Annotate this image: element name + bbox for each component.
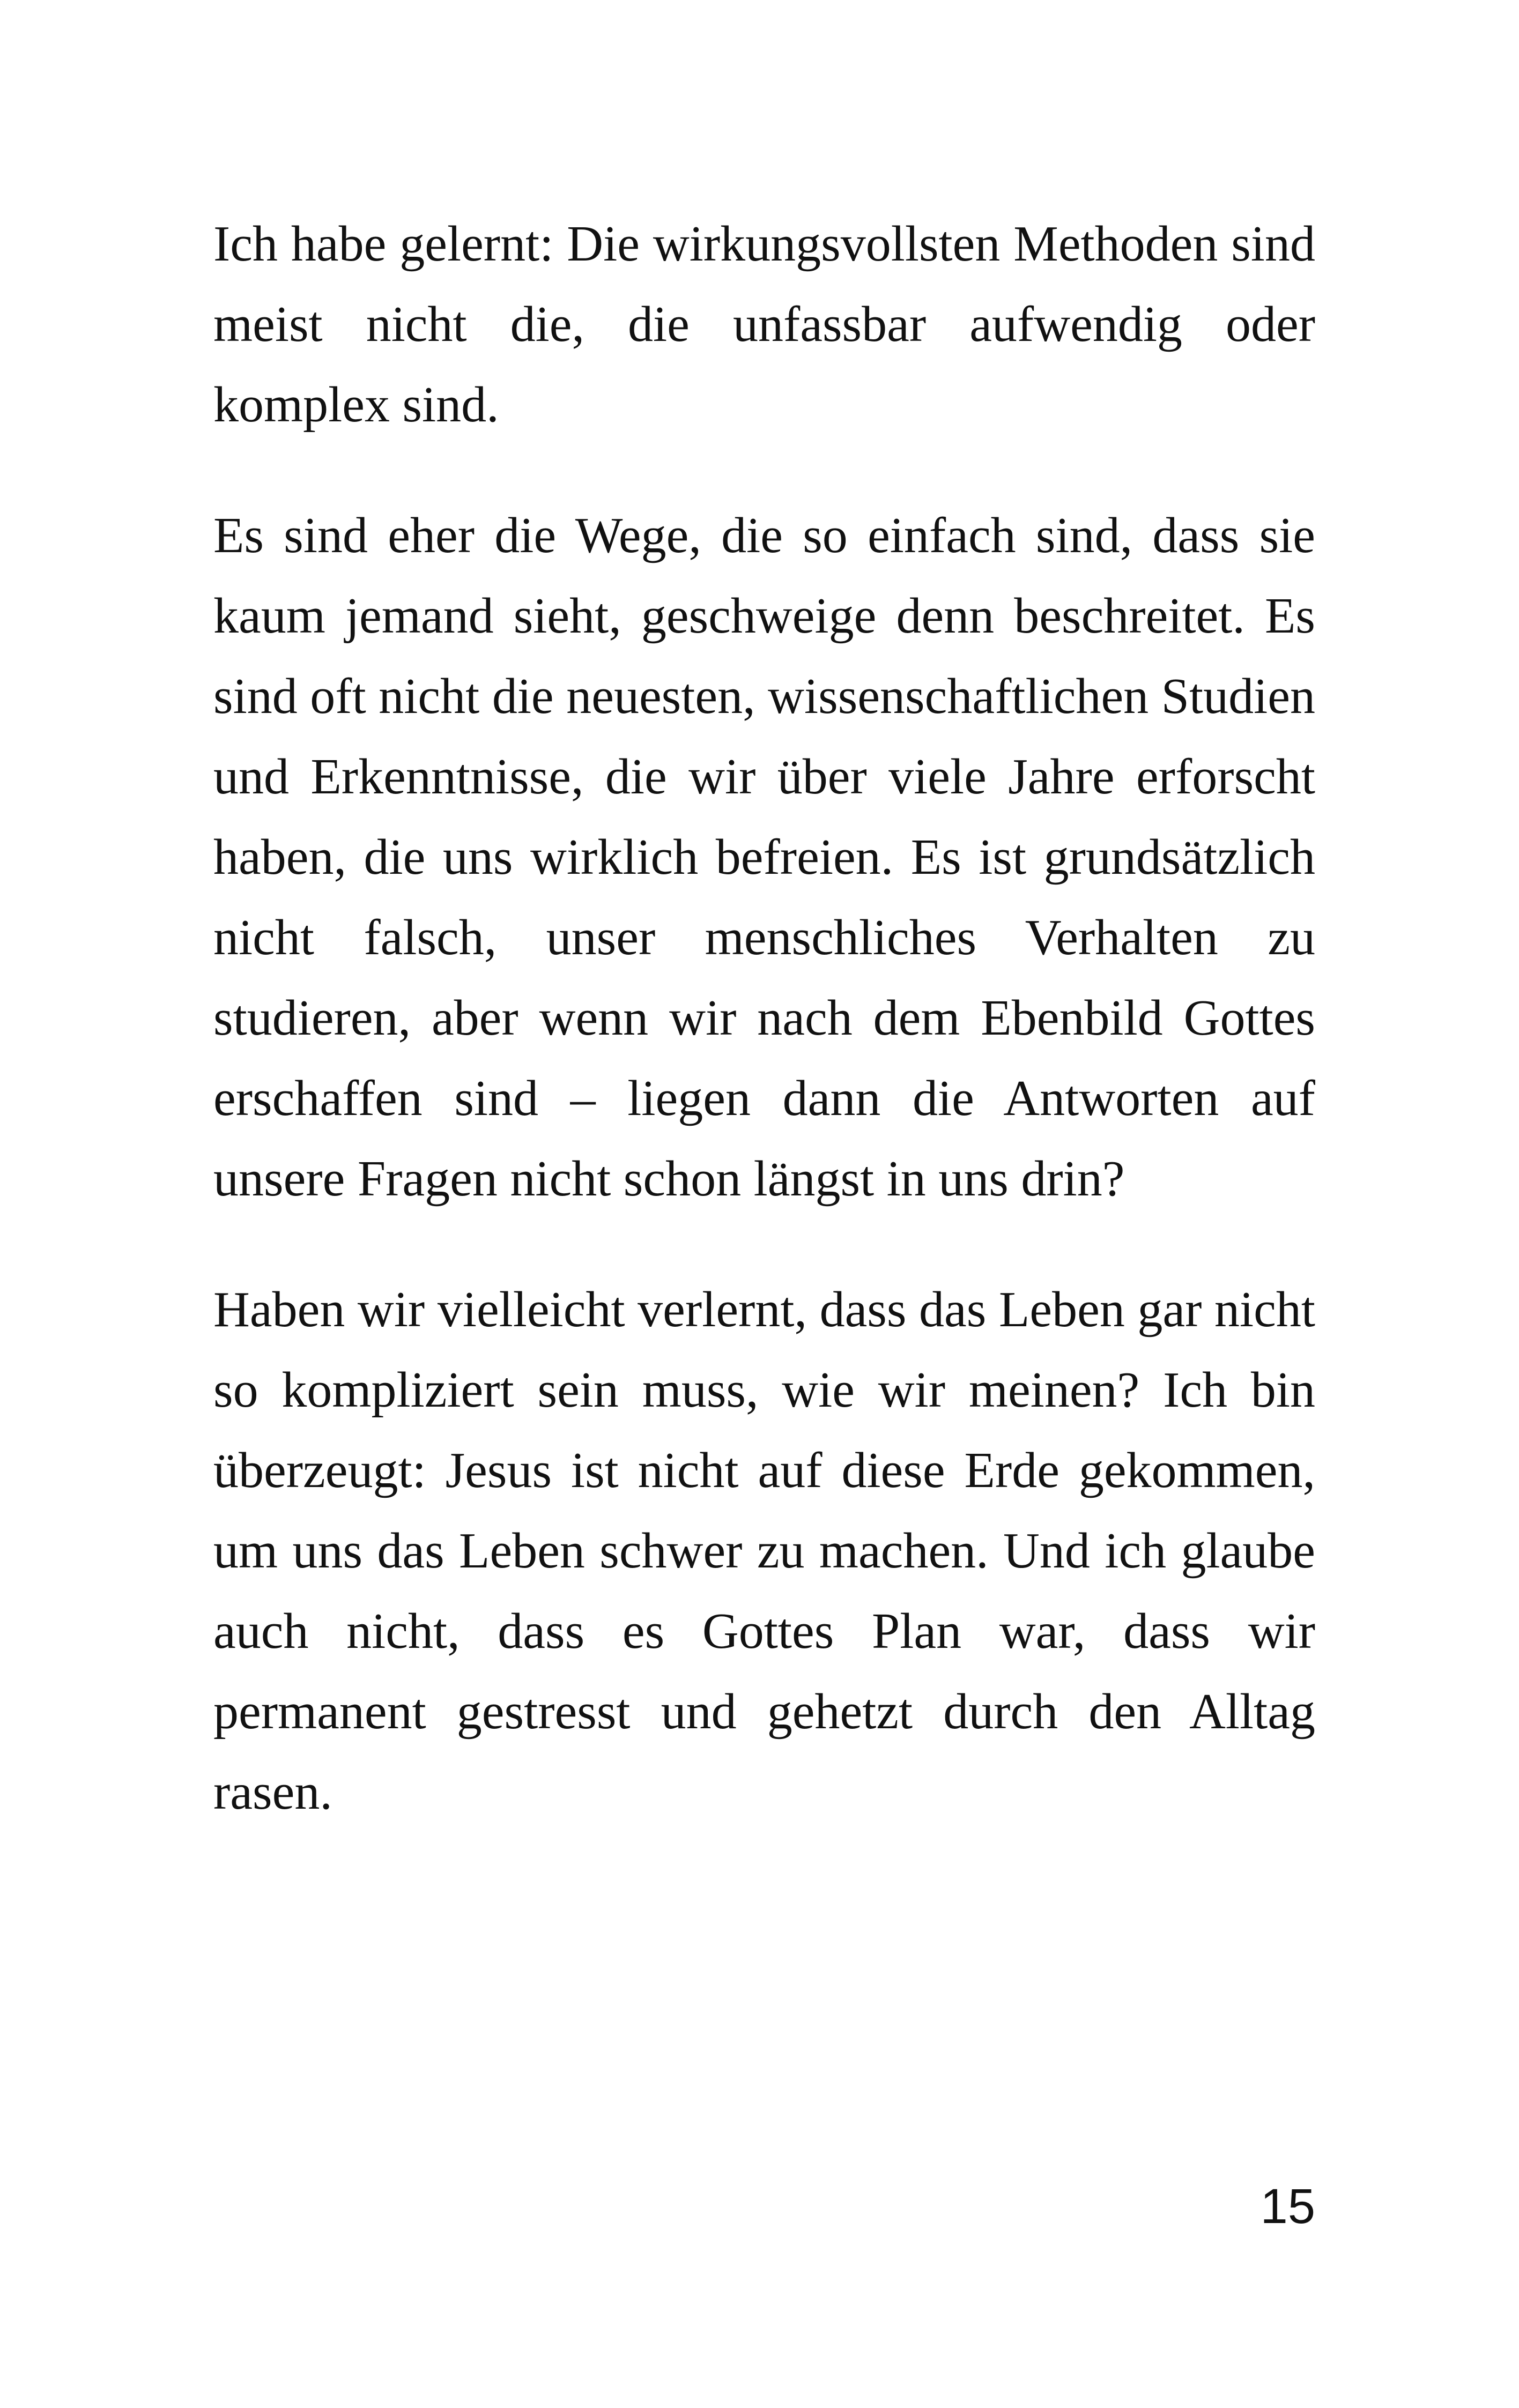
paragraph-1: Ich habe gelernt: Die wirkungsvollsten Methoden sind meist nicht die, die unfassbar aufwendig oder komplex sind. [213, 216, 1315, 433]
body-text [213, 204, 1315, 1883]
page-number: 15 [1260, 2179, 1315, 2234]
paragraph-2: Es sind eher die Wege, die so einfach sind, dass sie kaum jemand sieht, geschweige denn beschreitet. Es sind oft nicht die neuesten, wissenschaftlichen Studien und Erkenntnisse, die wir über viele Jahre erforscht haben, die uns wirklich befreien. Es ist grundsätzlich nicht falsch, unser menschliches Verhalten zu studieren, aber wenn wir nach dem Ebenbild Gottes erschaffen sind – liegen dann die Antworten auf unsere Fragen nicht schon längst in uns drin? [213, 508, 1315, 1207]
paragraph-3: Haben wir vielleicht verlernt, dass das Leben gar nicht so kompliziert sein muss, wie wir meinen? Ich bin überzeugt: Jesus ist nicht auf diese Erde gekommen, um uns das Leben schwer zu machen. Und ich glaube auch nicht, dass es Gottes Plan war, dass wir permanent gestresst und gehetzt durch den Alltag rasen. [213, 1282, 1315, 1820]
